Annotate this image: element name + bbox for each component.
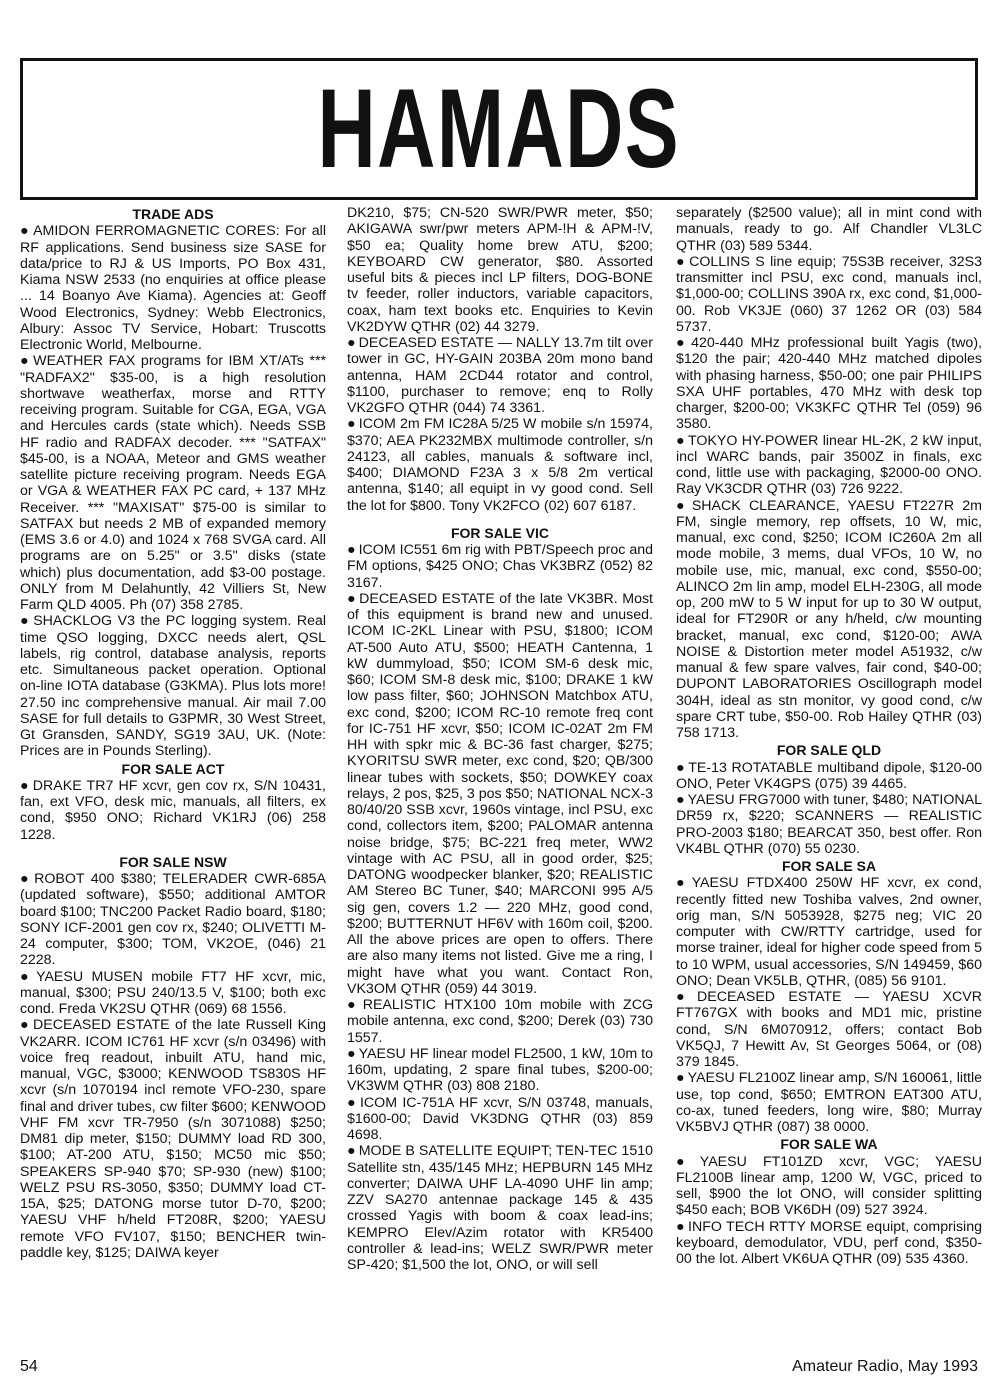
column-1 (20, 205, 326, 1333)
bullet-icon: ● (347, 1094, 357, 1111)
bullet-icon: ● (676, 1153, 697, 1170)
classified-ad (347, 591, 653, 997)
bullet-icon: ● (347, 1045, 356, 1062)
classified-ad (20, 871, 326, 969)
ad-continuation: separately ($2500 value); all in mint cond with manuals, ready to go. Alf Chandler VL3LC QTHR (03) 589 5344. (676, 205, 982, 254)
ad-text: ICOM IC-751A HF xcvr, S/N 03748, manuals, $1600-00; David VK3DNG QTHR (03) 859 4698. (347, 1094, 653, 1143)
page-footer (20, 1358, 978, 1382)
ad-text: YAESU FT101ZD xcvr, VGC; YAESU FL2100B linear amp, 1200 W, VGC, priced to sell, $900 the lot ONO, will consider splitting $450 each; BOB VK6DH (09) 527 3924. (676, 1153, 982, 1219)
ad-text: SHACKLOG V3 the PC logging system. Real time QSO logging, DXCC needs alert, QSL labels, rig control, database analysis, reports etc. Simultaneous packet operation. Optional on-line IOTA database (G3KMA). Plus lots more! 27.50 inc comprehensive manual. Air mail 7.00 SASE for full details to G3PMR, 30 West Street, Gt Gransden, SANDY, SG19 3AU, UK. (Note: Prices are in Pounds Sterling). (20, 613, 326, 760)
classified-ad (347, 542, 653, 591)
ad-text: COLLINS S line equip; 75S3B receiver, 32S3 transmitter incl PSU, exc cond, manuals incl, $1,000-00; COLLINS 390A rx, exc cond, $1,000-00. Rob VK3JE (060) 37 1262 OR (03) 584 5737. (676, 253, 982, 335)
classified-ad (20, 778, 326, 843)
bullet-icon: ● (20, 777, 30, 794)
section-heading: FOR SALE SA (781, 858, 877, 874)
classified-ad (347, 416, 653, 514)
ad-text: 420-440 MHz professional built Yagis (two), $120 the pair; 420-440 MHz matched dipoles with phasing harness, $50-00; one pair PHILIPS SXA UHF portables, 470 MHz with desk top charger, $200-00; VK3KFC QTHR Tel (059) 96 3580. (676, 335, 982, 433)
bullet-icon: ● (676, 875, 689, 892)
section-heading: TRADE ADS (132, 206, 214, 222)
classified-ad (20, 969, 326, 1018)
ad-text: TOKYO HY-POWER linear HL-2K, 2 kW input, incl WARC bands, pair 3500Z in finals, exc cond, little use with packaging, $2000-00 ONO. Ray VK3CDR QTHR (03) 726 9222. (676, 432, 982, 498)
bullet-icon: ● (347, 1143, 356, 1160)
page-title: HAMADS (317, 66, 681, 191)
ad-text: SHACK CLEARANCE, YAESU FT227R 2m FM, single memory, rep offsets, 10 W, mic, manual, exc cond, $250; ICOM IC260A 2m all mode mobile, 3 mems, dual VFOs, 10 W, no mobile use, mic, manual, exc cond, $550-00; ALINCO 2m lin amp, model ELH-230G, all mode op, 200 mW to 5 W input for up to 30 W output, ideal for FT290R or any h/held, c/w mounting bracket, manual, exc cond, $120-00; AWA NOISE & Distortion meter model A51932, c/w manual & few spare valves, fair cond, $40-00; DUPONT LABORATORIES Oscillograph model 304H, ideal as stn monitor, vy good cond, c/w spare CRT tube, $50-00. Rob Hailey QTHR (03) 758 1713. (676, 497, 982, 741)
bullet-icon: ● (20, 871, 32, 887)
section-heading: FOR SALE VIC (450, 524, 549, 541)
ad-text: TE-13 ROTATABLE multiband dipole, $120-00 ONO, Peter VK4GPS (075) 39 4465. (676, 759, 982, 792)
classified-ad (676, 254, 982, 335)
bullet-icon: ● (347, 542, 356, 558)
classified-ad (20, 613, 326, 759)
classified-ad (347, 1143, 653, 1273)
classified-ad (20, 223, 326, 353)
column-2 (347, 205, 653, 1333)
bullet-icon: ● (676, 1218, 686, 1235)
ad-text: DECEASED ESTATE — YAESU XCVR FT767GX with books and MD1 mic, pristine cond, S/N 6M070912, offers; contact Bob VK5QJ, 7 Hewitt Av, St Georges 5064, or (08) 379 1845. (676, 989, 982, 1070)
classified-ad (676, 875, 982, 989)
ad-text: REALISTIC HTX100 10m mobile with ZCG mobile antenna, exc cond, $200; Derek (03) 730 1557. (347, 997, 653, 1046)
publication-credit: Amateur Radio, May 1993 (792, 1358, 978, 1375)
ad-text: YAESU HF linear model FL2500, 1 kW, 10m to 160m, updating, 2 spare final tubes, $200-00; VK3WM QTHR (03) 808 2180. (347, 1045, 653, 1095)
classified-ad (20, 353, 326, 613)
ad-text: AMIDON FERROMAGNETIC CORES: For all RF applications. Send business size SASE for data/price to RJ & US Imports, PO Box 431, Kiama NSW 2533 (no enquiries at office please ... 14 Boanyo Ave Kiama). Agencies at: Geoff Wood Electronics, Sydney: Webb Electronics, Albury: Assoc TV Service, Hobart: Truscotts Electronic World, Melbourne. (20, 223, 326, 353)
classified-ad (676, 1154, 982, 1219)
bullet-icon: ● (347, 416, 356, 433)
bullet-icon: ● (20, 223, 31, 240)
ad-text: INFO TECH RTTY MORSE equipt, comprising keyboard, demodulator, VDU, perf cond, $350-00 the lot. Albert VK6UA QTHR (09) 535 4360. (676, 1218, 982, 1267)
ad-text: DECEASED ESTATE of the late VK3BR. Most of this equipment is brand new and unused. ICOM IC-2KL Linear with PSU, $1800; ICOM AT-500 Auto ATU, $500; HEATH Cantenna, 1 kW dummyload, $50; ICOM SM-6 desk mic, $60; ICOM SM-8 desk mic, $100; DRAKE 1 kW low pass filter, $60; JOHNSON Matchbox ATU, exc cond, $200; ICOM RC-10 remote freq cont for IC-751 HF xcvr, $50; ICOM IC-02AT 2m FM HH with spkr mic & BC-36 fast charger, $275; KYORITSU SWR meter, exc cond, $20; QB/300 linear tubes with sockets, $50; DOWKEY coax relays, 2 pos, $25, 3 pos $50; NATIONAL NCX-3 80/40/20 SSB xcvr, 1960s vintage, incl PSU, exc cond, collectors item, $200; PALOMAR antenna noise bridge, $75; BC-221 freq meter, WW2 vintage with AC PSU, all in good order, $25; DATONG woodpecker blanker, $20; REALISTIC AM Stereo BC Tuner, $40; MARCONI 995 A/5 sig gen, covers 1.2 — 220 MHz, good cond, $200; BUTTERNUT HF6V with 160m coil, $200. All the above prices are open to offers. There are also many items not listed. Give me a ring, I might have what you want. Contact Ron, VK3OM QTHR (059) 44 3019. (347, 590, 653, 997)
classified-ad (676, 433, 982, 498)
bullet-icon: ● (676, 253, 687, 270)
bullet-icon: ● (347, 590, 357, 607)
classified-ad (676, 335, 982, 433)
section-heading: FOR SALE QLD (776, 742, 882, 759)
bullet-icon: ● (20, 968, 34, 985)
classified-ad (20, 1017, 326, 1261)
classified-ad (347, 1095, 653, 1144)
ad-text: DECEASED ESTATE — NALLY 13.7m tilt over tower in GC, HY-GAIN 203BA 20m mono band antenna, HAM 2CD44 rotator and control, $1100, purchaser to remove; enq to Rolly VK2GFO QTHR (044) 74 3361. (347, 335, 653, 416)
ad-continuation: DK210, $75; CN-520 SWR/PWR meter, $50; AKIGAWA swr/pwr meters APM-!H & APM-!V, $50 ea; Quality home brew ATU, $200; KEYBOARD CW generator, $80. Assorted useful bits & pieces incl LP filters, DOG-BONE tv feeder, roller inductors, variable capacitors, coax, ham text books etc. Enquiries to Kevin VK2DYW QTHR (02) 44 3279. (347, 205, 653, 335)
ad-text: YAESU FRG7000 with tuner, $480; NATIONAL DR59 rx, $220; SCANNERS — REALISTIC PRO-2003 $180; BEARCAT 350, best offer. Ron VK4BL QTHR (070) 55 0230. (676, 792, 982, 857)
ad-text: ICOM IC551 6m rig with PBT/Speech proc and FM options, $425 ONO; Chas VK3BRZ (052) 82 3167. (347, 542, 653, 591)
classified-ad (676, 1070, 982, 1135)
bullet-icon: ● (676, 497, 689, 514)
ad-text: ICOM 2m FM IC28A 5/25 W mobile s/n 15974, $370; AEA PK232MBX multimode controller, s/n 24123, all cables, manuals & software incl, $400; DIAMOND F23A 3 x 5/8 2m vertical antenna, $140; all equipt in vy good cond. Sell the lot for $800. Tony VK2FCO (02) 607 6187. (347, 416, 653, 514)
bullet-icon: ● (676, 432, 685, 449)
ad-text: YAESU MUSEN mobile FT7 HF xcvr, mic, manual, $300; PSU 240/13.5 V, $100; both exc cond. Freda VK2SU QTHR (069) 68 1556. (20, 968, 326, 1017)
classified-ad (347, 335, 653, 416)
masthead-box (20, 58, 978, 200)
classified-ad (676, 760, 982, 793)
bullet-icon: ● (676, 1070, 685, 1087)
bullet-icon: ● (347, 335, 356, 351)
ad-text: ROBOT 400 $380; TELERADER CWR-685A (updated software), $550; additional AMTOR board $100; TNC200 Packet Radio board, $180; SONY ICF-2001 gen cov rx, $240; OLIVETTI M-24 computer, $300; TOM, VK2OE, (046) 21 2228. (20, 871, 326, 969)
classified-ad (676, 1219, 982, 1268)
ad-text: MODE B SATELLITE EQUIPT; TEN-TEC 1510 Satellite stn, 435/145 MHz; HEPBURN 145 MHz converter; DAIWA UHF LA-4090 UHF lin amp; ZZV SA270 antennae package 145 & 435 crossed Yagis with boom & coax lead-ins; KEMPRO Elev/Azim rotator with KR5400 controller & lead-ins; WELZ SWR/PWR meter SP-420; $1,500 the lot, ONO, or will sell (347, 1143, 653, 1273)
bullet-icon: ● (676, 792, 685, 808)
classified-ad (347, 1046, 653, 1095)
bullet-icon: ● (676, 335, 689, 351)
classified-ad (347, 997, 653, 1046)
ad-text: YAESU FL2100Z linear amp, S/N 160061, little use, top cond, $650; EMTRON EAT300 ATU, co-ax, tuned feeders, long wire, $80; Murray VK5BVJ QTHR (087) 38 0000. (676, 1070, 982, 1135)
ad-text: DECEASED ESTATE of the late Russell King VK2ARR. ICOM IC761 HF xcvr (s/n 03496) with voice freq readout, inbuilt ATU, hand mic, manual, VGC, $3000; KENWOOD TS830S HF xcvr (s/n 1070194 incl remote VFO-230, spare final and driver tubes, cw filter $600; KENWOOD VHF FM xcvr TR-7950 (s/n 3071088) $250; DM81 dip meter, $150; DUMMY load RD 300, $100; AT-200 ATU, $150; MC50 mic $50; SPEAKERS SP-940 $70; SP-930 (new) $100; WELZ PSU RS-3050, $350; DUMMY load CT-15A, $25; DATONG morse tutor D-70, $200; YAESU VHF h/held FT208R, $200; YAESU remote VFO FV107, $150; BENCHER twin-paddle key, $125; DAIWA keyer (20, 1017, 326, 1261)
ad-text: DRAKE TR7 HF xcvr, gen cov rx, S/N 10431, fan, ext VFO, desk mic, manuals, all filters, ex cond, $950 ONO; Richard VK1RJ (06) 258 1228. (20, 777, 326, 843)
classified-ad (676, 792, 982, 857)
bullet-icon: ● (676, 759, 686, 776)
page-number: 54 (20, 1358, 38, 1375)
ad-text: YAESU FTDX400 250W HF xcvr, ex cond, recently fitted new Toshiba valves, 2nd owner, orig man, S/N 5053928, $275 neg; VIC 20 computer with CW/RTTY cartridge, used for morse trainer, ideal for higher code speed from 5 to 10 WPM, usual accessories, S/N 149459, $60 ONO; Dean VK5LB, QTHR, (085) 56 9101. (676, 875, 982, 989)
bullet-icon: ● (676, 989, 694, 1005)
section-heading: FOR SALE ACT (121, 760, 225, 777)
section-heading: FOR SALE WA (780, 1136, 878, 1153)
bullet-icon: ● (20, 613, 31, 630)
classified-ad (676, 989, 982, 1070)
classified-ad (676, 498, 982, 742)
bullet-icon: ● (347, 997, 360, 1013)
ad-text: WEATHER FAX programs for IBM XT/ATs *** "RADFAX2" $35-00, is a high resolution shortwave weatherfax, morse and RTTY receiving program. Suitable for CGA, EGA, VGA and Hercules cards (state which). Needs SSB HF radio and RADFAX decoder. *** "SATFAX" $45-00, is a NOAA, Meteor and GMS weather satellite picture receiving program. Needs EGA or VGA & WEATHER FAX PC card, + 137 MHz Receiver. *** "MAXISAT" $75-00 is similar to SATFAX but needs 2 MB of expanded memory (EMS 3.6 or 4.0) and 1024 x 768 SVGA card. All programs are on 5.25" or 3.5" disks (state which) plus documentation, add $3-00 postage. ONLY from M Delahuntly, 42 Villiers St, New Farm QLD 4005. Ph (07) 358 2785. (20, 353, 326, 613)
column-3 (676, 205, 982, 1333)
section-heading: FOR SALE NSW (119, 853, 227, 870)
bullet-icon: ● (20, 1017, 31, 1034)
bullet-icon: ● (20, 353, 31, 370)
